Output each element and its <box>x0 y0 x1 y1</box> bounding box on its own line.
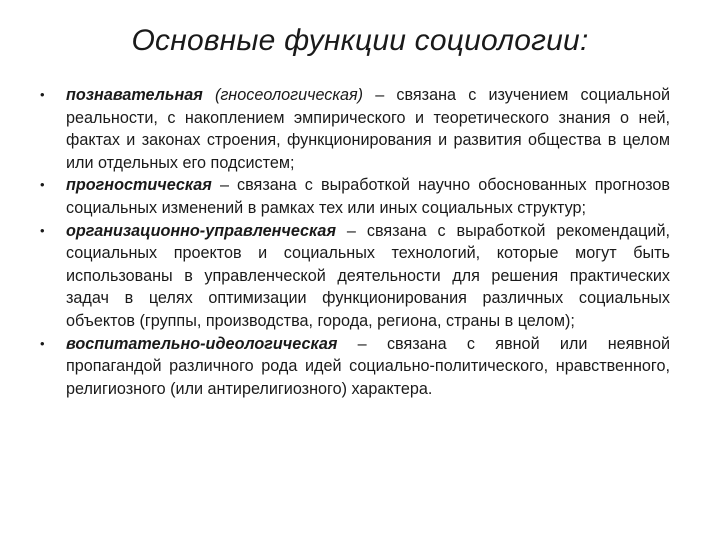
function-term: организационно-управленческая <box>66 221 336 240</box>
function-description: – связана с выработкой рекомендаций, социальных проектов и социальных технологий, которые могут быть использованы в управленческой деятельности для решения практических задач в целях оптимизации функционирования различных социальных объектов (группы, производства, города, региона, страны в целом); <box>66 221 670 330</box>
page-title: Основные функции социологии: <box>131 24 589 57</box>
list-item-cognitive <box>40 84 670 174</box>
list-item-organizational <box>40 220 670 333</box>
function-alt-term: (гносеологическая) <box>214 86 364 104</box>
functions-list <box>40 84 670 400</box>
bullet-icon: • <box>40 335 45 351</box>
bullet-icon: • <box>40 222 45 238</box>
function-description: – связана с изучением социальной реальности, с накоплением эмпирического и теоретического знания о ней, фактах и законах строения, функционирования и развития общества в целом или отдельных его подсистем; <box>66 86 670 172</box>
function-term: познавательная <box>66 86 203 104</box>
list-item-prognostic <box>40 174 670 219</box>
function-description: – связана с выработкой научно обоснованных прогнозов социальных изменений в рамках тех или иных социальных структур; <box>66 176 670 217</box>
bullet-icon: • <box>40 177 45 193</box>
function-term: прогностическая <box>66 176 212 195</box>
function-description: – связана с явной или неявной пропагандой различного рода идей социально-политического, нравственного, религиозного (или антирелигиозного) характера. <box>66 334 670 398</box>
function-term: воспитательно-идеологическая <box>66 334 338 353</box>
list-item-educational <box>40 333 670 401</box>
bullet-icon: • <box>40 87 45 102</box>
